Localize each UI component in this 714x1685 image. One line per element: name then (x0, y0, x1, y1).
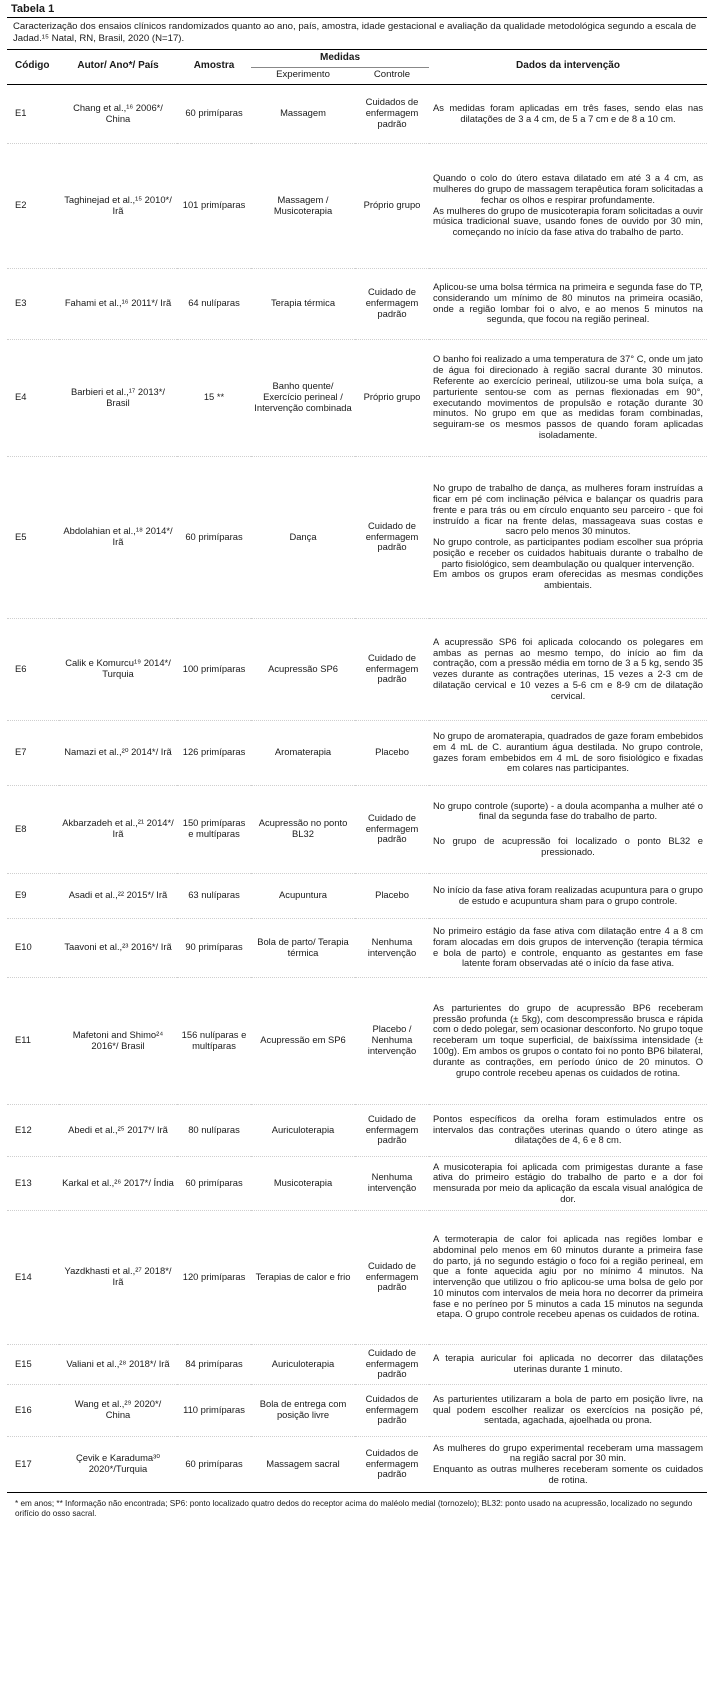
dados-cell (429, 1210, 707, 1344)
table-row (7, 618, 707, 720)
autor-cell: Karkal et al.,²⁶ 2017*/ Índia (62, 1176, 174, 1188)
experimento-cell: Terapia térmica (270, 297, 336, 309)
header-amostra: Amostra (193, 60, 235, 72)
amostra-cell: 101 primíparas (182, 199, 246, 211)
controle-cell: Cuidado de enfermagem padrão (365, 811, 419, 845)
controle-cell: Cuidado de enfermagem padrão (365, 519, 419, 553)
experimento-cell: Banho quente/ Exercício perineal / Intervenção combinada (254, 380, 352, 413)
amostra-cell: 63 nulíparas (188, 889, 240, 901)
autor-cell: Barbieri et al.,¹⁷ 2013*/ Brasil (70, 385, 166, 408)
dados-cell (429, 84, 707, 143)
amostra-cell: 126 primíparas (182, 746, 246, 758)
table-row (7, 339, 707, 456)
experimento-cell: Musicoterapia (273, 1176, 333, 1188)
amostra-cell: 150 primíparas e multíparas (182, 817, 246, 840)
experimento-cell: Auriculoterapia (271, 1357, 335, 1369)
autor-cell: Akbarzadeh et al.,²¹ 2014*/ Irã (62, 817, 174, 840)
dados-cell (429, 785, 707, 873)
dados-paragraph: As medidas foram aplicadas em três fases, sendo elas nas dilatações de 3 a 4 cm, de 5 a 7 cm e de 8 a 10 cm. (433, 101, 704, 124)
autor-cell: Calik e Komurcu¹⁹ 2014*/ Turquia (65, 657, 171, 680)
autor-cell: Mafetoni and Shimo²⁴ 2016*/ Brasil (72, 1028, 164, 1051)
table-row (7, 143, 707, 268)
dados-paragraph: O banho foi realizado a uma temperatura de 37° C, onde um jato de água foi direcionado à região sacral durante 30 minutos. Referente ao exercício perineal, utilizou-se uma bola suíça, a parturiente sentou-se com as pernas flexionadas em 90°, executando movimentos de propulsão e rotação durante 30 minutos. No grupo em que as medidas foram combinadas, seguiram-se os mesmos passos de quando foram aplicadas isoladamente. (433, 353, 704, 440)
table-row (7, 1156, 707, 1210)
codigo-cell: E1 (15, 107, 27, 119)
experimento-cell: Bola de entrega com posição livre (259, 1398, 347, 1421)
dados-paragraph: Aplicou-se uma bolsa térmica na primeira e segunda fase do TP, considerando um mínimo de 80 minutos na primeira ocasião, onde a região lombar foi o alvo, e ao menos 5 minutos na segunda, que focou na região perineal. (433, 281, 704, 325)
amostra-cell: 60 primíparas (185, 107, 243, 119)
dados-paragraph: No início da fase ativa foram realizadas acupuntura para o grupo de estudo e acupuntura sham para o grupo controle. (433, 883, 704, 906)
amostra-cell: 60 primíparas (185, 1176, 243, 1188)
amostra-cell: 84 primíparas (185, 1357, 243, 1369)
autor-cell: Chang et al.,¹⁶ 2006*/ China (73, 101, 163, 124)
dados-paragraph: As parturientes do grupo de acupressão BP6 receberam pressão profunda (± 5kg), com descompressão brusca e rápida com o dedo polegar, sem ocasionar desconforto. No grupo toque receberam um toque superficial, de baixíssima intensidade (± 100g). Em ambos os grupos o contato foi no ponto BP6 bilateral, durante as contrações, em período único de 20 minutos. O grupo controle recebeu apenas os cuidados de rotina. (433, 1001, 704, 1078)
dados-cell (429, 918, 707, 977)
dados-cell (429, 618, 707, 720)
codigo-cell: E2 (15, 199, 27, 211)
amostra-cell: 60 primíparas (185, 530, 243, 542)
codigo-cell: E9 (15, 889, 27, 901)
autor-cell: Valiani et al.,²⁸ 2018*/ Irã (66, 1357, 170, 1369)
amostra-cell: 60 primíparas (185, 1457, 243, 1469)
amostra-cell: 80 nulíparas (188, 1123, 240, 1135)
experimento-cell: Terapias de calor e frio (255, 1270, 351, 1282)
dados-cell (429, 268, 707, 339)
codigo-cell: E14 (15, 1270, 32, 1282)
codigo-cell: E7 (15, 746, 27, 758)
dados-paragraph: A acupressão SP6 foi aplicada colocando os polegares em ambas as pernas ao mesmo tempo, do início ao fim da contração, com a pressão média em torno de 3 a 5 kg, sendo 35 vezes durante as contrações uterinas, 15 vezes a 2-3 cm de dilatação cervical e 10 vezes a 5-6 cm e 8-9 cm de dilatação cervical. (433, 635, 704, 701)
dados-paragraph: Quando o colo do útero estava dilatado em até 3 a 4 cm, as mulheres do grupo de massagem terapêutica foram solicitadas a fechar os olhos e respirar profundamente. (433, 172, 704, 205)
dados-cell (429, 1384, 707, 1436)
header-medidas: Medidas (251, 50, 429, 67)
autor-cell: Fahami et al.,¹⁶ 2011*/ Irã (64, 297, 172, 309)
header-experimento: Experimento (251, 67, 355, 84)
data-table (7, 50, 707, 1493)
autor-cell: Wang et al.,²⁹ 2020*/ China (74, 1398, 162, 1421)
dados-paragraph: As mulheres do grupo de musicoterapia foram solicitadas a ouvir música tradicional suave, usando fones de ouvido por 30 min, começando no início da fase ativa do trabalho de parto. (433, 204, 704, 238)
experimento-cell: Acupressão SP6 (268, 662, 338, 674)
dados-paragraph: No grupo controle, as participantes podiam escolher sua própria posição e receber os cuidados habituais durante o trabalho de parto fisiológico, sem deambulação ou qualquer intervenção. (433, 536, 704, 569)
experimento-cell: Acupressão em SP6 (260, 1034, 346, 1046)
controle-cell: Cuidado de enfermagem padrão (365, 651, 419, 685)
controle-cell: Próprio grupo (363, 199, 421, 211)
table-footnote: * em anos; ** Informação não encontrada; SP6: ponto localizado quatro dedos do receptor acima do maléolo medial (tornozelo); BL32: ponto usado na acupressão, localizado no segundo orifício do osso sacral. (15, 1498, 693, 1518)
dados-cell (429, 977, 707, 1104)
header-controle: Controle (355, 67, 429, 84)
controle-cell: Nenhuma intervenção (367, 935, 417, 958)
amostra-cell: 120 primíparas (182, 1270, 246, 1282)
controle-cell: Cuidado de enfermagem padrão (365, 1112, 419, 1146)
codigo-cell: E16 (15, 1403, 32, 1415)
table-row (7, 720, 707, 785)
amostra-cell: 15 ** (203, 391, 225, 403)
codigo-cell: E6 (15, 662, 27, 674)
autor-cell: Abedi et al.,²⁵ 2017*/ Irã (68, 1123, 168, 1135)
table-row (7, 1384, 707, 1436)
controle-cell: Placebo (375, 889, 409, 901)
codigo-cell: E5 (15, 530, 27, 542)
dados-cell (429, 720, 707, 785)
amostra-cell: 90 primíparas (185, 941, 243, 953)
dados-paragraph: No grupo de acupressão foi localizado o ponto BL32 e pressionado. (433, 835, 704, 857)
dados-paragraph: Pontos específicos da orelha foram estimulados entre os intervalos das contrações uterinas quando o útero atinge as dilatações de 4, 6 e 8 cm. (433, 1112, 704, 1146)
controle-cell: Cuidados de enfermagem padrão (365, 1392, 419, 1426)
experimento-cell: Massagem (280, 107, 326, 119)
table-caption: Caracterização dos ensaios clínicos randomizados quanto ao ano, país, amostra, idade gestacional e avaliação da qualidade metodológica segundo a escala de Jadad.¹⁵ Natal, RN, Brasil, 2020 (N=17). (7, 17, 707, 50)
controle-cell: Cuidados de enfermagem padrão (365, 1446, 419, 1480)
dados-paragraph: Enquanto as outras mulheres receberam somente os cuidados de rotina. (433, 1463, 704, 1485)
dados-cell (429, 1344, 707, 1384)
autor-cell: Abdolahian et al.,¹⁸ 2014*/ Irã (63, 525, 173, 548)
dados-cell (429, 143, 707, 268)
codigo-cell: E8 (15, 822, 27, 834)
dados-cell (429, 1104, 707, 1156)
table-row (7, 1344, 707, 1384)
table-row (7, 1210, 707, 1344)
table-body (7, 84, 707, 1492)
controle-cell: Próprio grupo (363, 391, 421, 403)
codigo-cell: E12 (15, 1123, 32, 1135)
amostra-cell: 110 primíparas (183, 1403, 245, 1415)
experimento-cell: Dança (289, 530, 317, 542)
dados-cell (429, 873, 707, 918)
table-row (7, 84, 707, 143)
experimento-cell: Bola de parto/ Terapia térmica (257, 935, 349, 958)
controle-cell: Nenhuma intervenção (367, 1171, 417, 1194)
table-row (7, 785, 707, 873)
experimento-cell: Auriculoterapia (271, 1123, 335, 1135)
dados-paragraph: No grupo controle (suporte) - a doula acompanha a mulher até o final da segunda fase do trabalho de parto. (433, 799, 704, 822)
controle-cell: Placebo (375, 746, 409, 758)
dados-paragraph: No grupo de trabalho de dança, as mulheres foram instruídas a ficar em pé com inclinação pélvica e balançar os quadris para frente e para trás ou em círculo enquanto seu parceiro - que foi instruído a ficar na frente delas, massageava suas costas e sacro pelo menos 30 minutos. (433, 482, 704, 537)
dados-cell (429, 1156, 707, 1210)
codigo-cell: E13 (15, 1176, 32, 1188)
dados-cell (429, 1436, 707, 1492)
autor-cell: Namazi et al.,²⁰ 2014*/ Irã (64, 746, 172, 758)
table-header (7, 50, 707, 84)
table-row (7, 873, 707, 918)
autor-cell: Taghinejad et al.,¹⁵ 2010*/ Irã (64, 193, 172, 216)
experimento-cell: Acupressão no ponto BL32 (258, 817, 348, 840)
codigo-cell: E4 (15, 391, 27, 403)
codigo-cell: E3 (15, 297, 27, 309)
dados-paragraph: As mulheres do grupo experimental receberam uma massagem na região sacral por 30 min. (433, 1441, 704, 1464)
dados-cell (429, 456, 707, 618)
header-codigo: Código (15, 60, 50, 72)
experimento-cell: Acupuntura (279, 889, 327, 901)
experimento-cell: Massagem sacral (266, 1457, 340, 1469)
controle-cell: Cuidado de enfermagem padrão (365, 1346, 419, 1380)
table-row (7, 456, 707, 618)
experimento-cell: Massagem / Musicoterapia (273, 193, 333, 216)
amostra-cell: 156 nulíparas e multíparas (181, 1028, 247, 1051)
autor-cell: Yazdkhasti et al.,²⁷ 2018*/ Irã (64, 1265, 172, 1288)
autor-cell: Asadi et al.,²² 2015*/ Irã (68, 889, 168, 901)
table-title: Tabela 1 (11, 3, 55, 15)
table-row (7, 268, 707, 339)
table-row (7, 1104, 707, 1156)
experimento-cell: Aromaterapia (274, 746, 332, 758)
controle-cell: Cuidados de enfermagem padrão (365, 96, 419, 129)
table-row (7, 1436, 707, 1492)
codigo-cell: E10 (15, 941, 32, 953)
autor-cell: Çevik e Karaduma³⁰ 2020*/Turquia (76, 1452, 160, 1475)
dados-paragraph: As parturientes utilizaram a bola de parto em posição livre, na qual podem escolher realizar os exercícios na posição pé, sentada, agachada, ajoelhada ou prona. (433, 1392, 704, 1426)
table-row (7, 918, 707, 977)
table-row (7, 977, 707, 1104)
dados-paragraph: A musicoterapia foi aplicada com primigestas durante a fase ativa do primeiro estágio do trabalho de parto e a dor foi mensurada por meio da aplicação da escala visual analógica de dor. (433, 1160, 704, 1204)
controle-cell: Cuidado de enfermagem padrão (365, 286, 419, 319)
controle-cell: Cuidado de enfermagem padrão (365, 1259, 419, 1293)
dados-paragraph: No primeiro estágio da fase ativa com dilatação entre 4 a 8 cm foram alocadas em dois grupos de intervenção (terapia térmica e bola de parto) e controle, enquanto as gestantes em fase latente foram observadas até o início da fase ativa. (433, 925, 704, 969)
dados-paragraph: A termoterapia de calor foi aplicada nas regiões lombar e abdominal pelo menos em 60 minutos durante a primeira fase do parto, já no segundo estágio o foco foi a região perineal, em que a fonte aquecida agiu por no mínimo 4 minutos. Na intervenção que utilizou o frio aplicou-se uma bolsa de gelo por 10 minutos com intervalos de meia hora no decorrer da primeira fase e no períneo por 5 minutos a cada 15 minutos na segunda etapa. O grupo controle recebeu apenas os cuidados de rotina. (433, 1232, 704, 1320)
amostra-cell: 64 nulíparas (188, 297, 240, 309)
codigo-cell: E11 (15, 1034, 31, 1046)
autor-cell: Taavoni et al.,²³ 2016*/ Irã (64, 941, 172, 953)
codigo-cell: E15 (15, 1357, 32, 1369)
header-dados: Dados da intervenção (516, 60, 620, 72)
dados-paragraph: No grupo de aromaterapia, quadrados de gaze foram embebidos em 4 mL de C. aurantium água destilada. No grupo controle, gazes foram embebidos em 4 mL de soro fisiológico e fixadas em colares nas participantes. (433, 730, 704, 774)
dados-paragraph: Em ambos os grupos eram oferecidas as mesmas condições ambientais. (433, 568, 704, 591)
amostra-cell: 100 primíparas (182, 662, 246, 674)
controle-cell: Placebo / Nenhuma intervenção (367, 1023, 417, 1056)
header-autor: Autor/ Ano*/ País (77, 60, 159, 72)
dados-paragraph: A terapia auricular foi aplicada no decorrer das dilatações uterinas durante 1 minuto. (433, 1352, 704, 1375)
codigo-cell: E17 (15, 1457, 32, 1469)
table-document (7, 0, 707, 1519)
dados-cell (429, 339, 707, 456)
